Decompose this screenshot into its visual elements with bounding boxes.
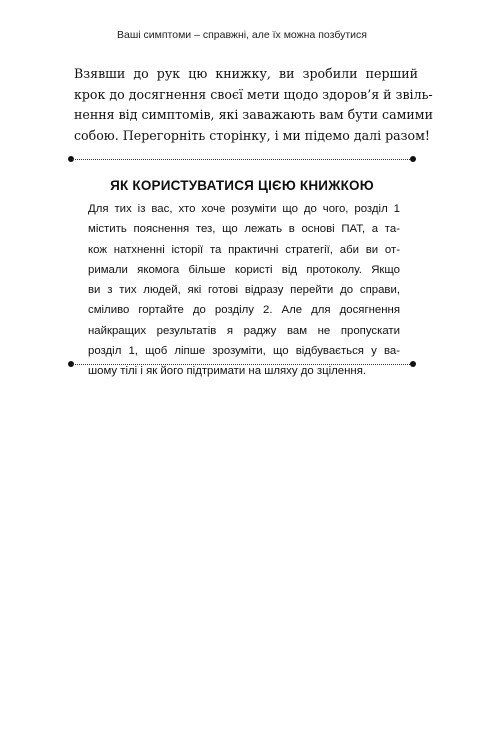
box-line: найкращих результатів я раджу вам не пропускати <box>88 324 400 337</box>
bullet-dot-icon <box>410 361 416 367</box>
dotted-rule <box>72 159 412 160</box>
box-line: містить пояснення тез, що лежать в основі ПАТ, а та- <box>88 223 400 236</box>
box-line: ви з тих людей, які готові відразу перейти до справи, <box>88 284 400 297</box>
box-line: Для тих із вас, хто хоче розуміти що до чого, розділ 1 <box>88 203 400 215</box>
dotted-separator-bottom <box>68 361 416 369</box>
intro-line: Взявши до рук цю книжку, ви зробили перший <box>74 66 418 81</box>
intro-line: собою. Перегорніть сторінку, і ми підемо далі разом! <box>74 127 430 143</box>
box-line: шому тілі і як його підтримати на шляху до зцілення. <box>88 365 367 378</box>
intro-paragraph <box>74 64 433 146</box>
intro-line: крок до досягнення своєї мети щодо здоров’я й звіль- <box>74 86 433 102</box>
box-line: сміливо гортайте до розділу 2. Але для досягнення <box>88 304 400 317</box>
running-header: Ваші симптоми – справжні, але їх можна позбутися <box>117 29 367 41</box>
box-line: розділ 1, щоб ліпше зрозуміти, що відбувається у ва- <box>88 345 400 358</box>
box-body <box>88 199 400 382</box>
intro-line: нення від симптомів, які заважають вам бути самими <box>74 107 433 122</box>
box-line: кож натхненні історії та практичні стратегії, аби ви от- <box>88 243 400 256</box>
dotted-separator-top <box>68 156 416 164</box>
box-line: римали якомога більше користі від протоколу. Якщо <box>88 263 400 276</box>
dotted-rule <box>72 364 412 365</box>
box-title: ЯК КОРИСТУВАТИСЯ ЦІЄЮ КНИЖКОЮ <box>110 178 374 193</box>
bullet-dot-icon <box>410 156 416 162</box>
